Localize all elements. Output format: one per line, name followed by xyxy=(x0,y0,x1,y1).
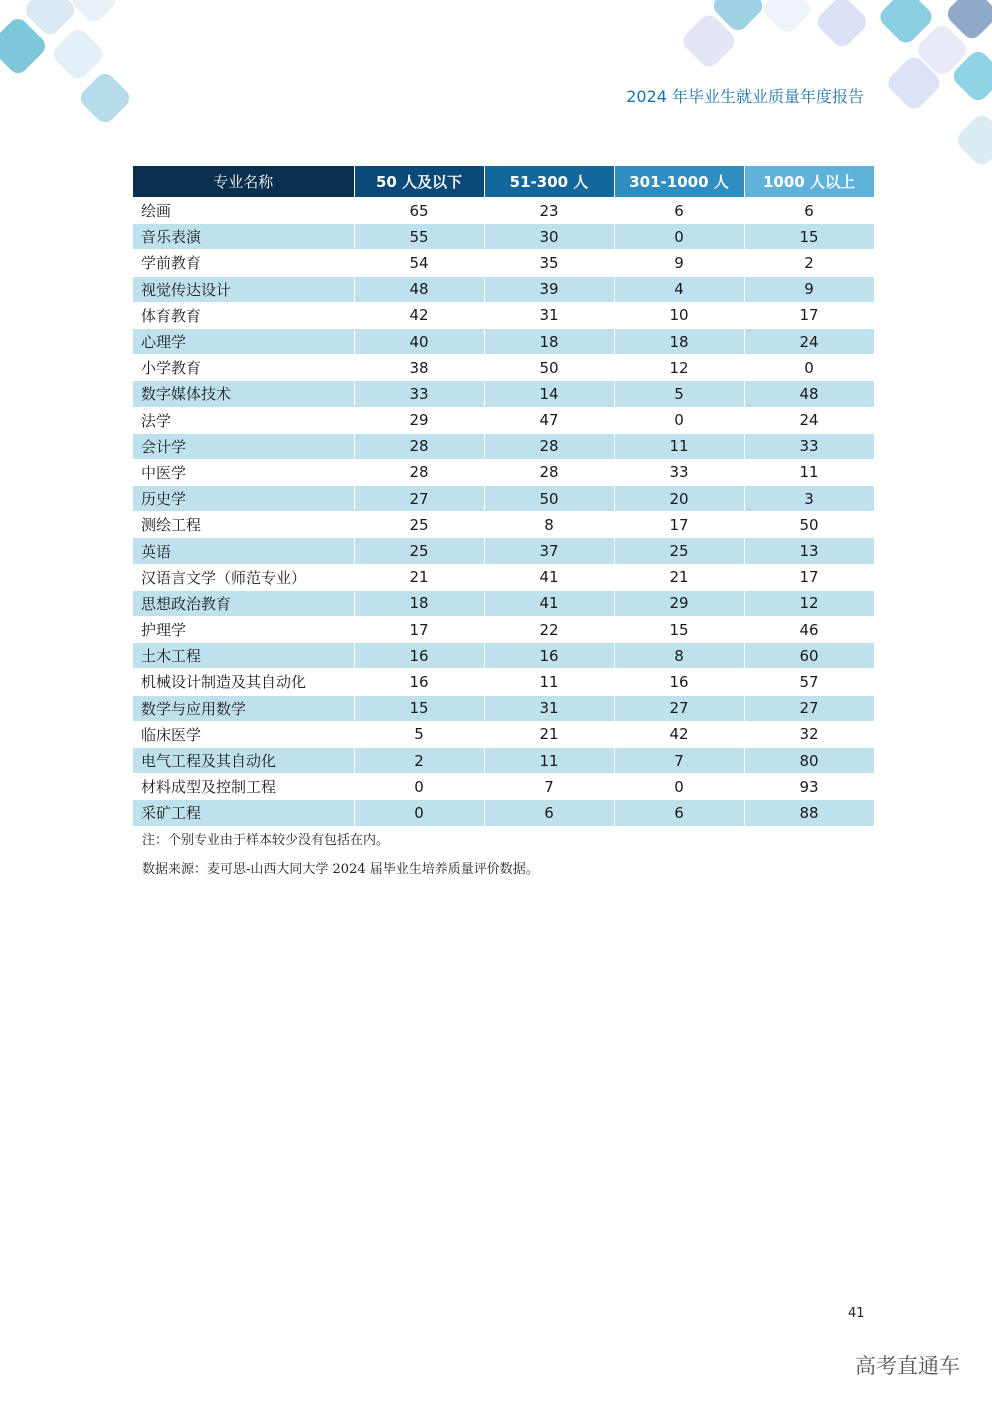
value-cell: 6 xyxy=(614,198,744,224)
value-cell: 23 xyxy=(484,198,614,224)
value-cell: 0 xyxy=(614,407,744,433)
value-cell: 9 xyxy=(614,250,744,276)
value-cell: 7 xyxy=(614,747,744,773)
value-cell: 21 xyxy=(484,721,614,747)
value-cell: 6 xyxy=(484,800,614,826)
major-name-cell: 采矿工程 xyxy=(133,800,354,826)
value-cell: 20 xyxy=(614,486,744,512)
value-cell: 33 xyxy=(614,459,744,485)
value-cell: 27 xyxy=(744,695,874,721)
value-cell: 7 xyxy=(484,774,614,800)
major-name-cell: 绘画 xyxy=(133,198,354,224)
value-cell: 8 xyxy=(614,643,744,669)
value-cell: 6 xyxy=(614,800,744,826)
value-cell: 0 xyxy=(744,355,874,381)
table-row xyxy=(133,747,874,773)
value-cell: 16 xyxy=(354,669,484,695)
value-cell: 93 xyxy=(744,774,874,800)
table-row xyxy=(133,800,874,826)
value-cell: 39 xyxy=(484,276,614,302)
table-row xyxy=(133,564,874,590)
value-cell: 5 xyxy=(614,381,744,407)
value-cell: 42 xyxy=(614,721,744,747)
value-cell: 10 xyxy=(614,302,744,328)
column-header: 301-1000 人 xyxy=(614,166,744,198)
table-row xyxy=(133,669,874,695)
table-row xyxy=(133,512,874,538)
value-cell: 50 xyxy=(484,486,614,512)
major-name-cell: 数学与应用数学 xyxy=(133,695,354,721)
page-number: 41 xyxy=(848,1306,865,1321)
value-cell: 28 xyxy=(484,459,614,485)
value-cell: 11 xyxy=(744,459,874,485)
table-row xyxy=(133,695,874,721)
value-cell: 22 xyxy=(484,617,614,643)
column-header: 1000 人以上 xyxy=(744,166,874,198)
value-cell: 25 xyxy=(354,538,484,564)
value-cell: 31 xyxy=(484,302,614,328)
value-cell: 6 xyxy=(744,198,874,224)
major-name-cell: 中医学 xyxy=(133,459,354,485)
major-name-cell: 临床医学 xyxy=(133,721,354,747)
report-title: 2024 年毕业生就业质量年度报告 xyxy=(626,87,864,106)
major-name-cell: 音乐表演 xyxy=(133,224,354,250)
value-cell: 3 xyxy=(744,486,874,512)
value-cell: 11 xyxy=(484,747,614,773)
major-name-cell: 思想政治教育 xyxy=(133,590,354,616)
table-row xyxy=(133,328,874,354)
column-header: 专业名称 xyxy=(133,166,354,198)
value-cell: 27 xyxy=(614,695,744,721)
value-cell: 55 xyxy=(354,224,484,250)
value-cell: 17 xyxy=(744,564,874,590)
value-cell: 15 xyxy=(744,224,874,250)
table-row xyxy=(133,774,874,800)
major-name-cell: 电气工程及其自动化 xyxy=(133,747,354,773)
value-cell: 2 xyxy=(354,747,484,773)
data-source: 数据来源：麦可思-山西大同大学 2024 届毕业生培养质量评价数据。 xyxy=(142,862,539,877)
table-row xyxy=(133,643,874,669)
table-row xyxy=(133,721,874,747)
value-cell: 48 xyxy=(354,276,484,302)
value-cell: 25 xyxy=(354,512,484,538)
value-cell: 17 xyxy=(744,302,874,328)
value-cell: 37 xyxy=(484,538,614,564)
value-cell: 57 xyxy=(744,669,874,695)
value-cell: 60 xyxy=(744,643,874,669)
decorative-square xyxy=(760,0,814,36)
table-row xyxy=(133,433,874,459)
major-name-cell: 土木工程 xyxy=(133,643,354,669)
value-cell: 11 xyxy=(484,669,614,695)
value-cell: 48 xyxy=(744,381,874,407)
value-cell: 32 xyxy=(744,721,874,747)
major-name-cell: 历史学 xyxy=(133,486,354,512)
value-cell: 30 xyxy=(484,224,614,250)
column-header: 51-300 人 xyxy=(484,166,614,198)
value-cell: 21 xyxy=(614,564,744,590)
value-cell: 0 xyxy=(354,774,484,800)
value-cell: 29 xyxy=(354,407,484,433)
table-row xyxy=(133,302,874,328)
table-header-row xyxy=(133,166,874,198)
value-cell: 11 xyxy=(614,433,744,459)
table-row xyxy=(133,486,874,512)
table-row xyxy=(133,250,874,276)
table-row xyxy=(133,355,874,381)
value-cell: 0 xyxy=(614,774,744,800)
major-name-cell: 护理学 xyxy=(133,617,354,643)
decorative-square xyxy=(954,112,992,169)
table-row xyxy=(133,276,874,302)
value-cell: 80 xyxy=(744,747,874,773)
decorative-square xyxy=(50,26,107,83)
value-cell: 17 xyxy=(354,617,484,643)
table-row xyxy=(133,538,874,564)
value-cell: 8 xyxy=(484,512,614,538)
value-cell: 5 xyxy=(354,721,484,747)
value-cell: 18 xyxy=(614,328,744,354)
value-cell: 28 xyxy=(354,459,484,485)
table-row xyxy=(133,198,874,224)
value-cell: 0 xyxy=(354,800,484,826)
value-cell: 16 xyxy=(484,643,614,669)
major-name-cell: 小学教育 xyxy=(133,355,354,381)
value-cell: 15 xyxy=(354,695,484,721)
value-cell: 0 xyxy=(614,224,744,250)
table-row xyxy=(133,224,874,250)
value-cell: 41 xyxy=(484,564,614,590)
value-cell: 27 xyxy=(354,486,484,512)
value-cell: 25 xyxy=(614,538,744,564)
major-name-cell: 法学 xyxy=(133,407,354,433)
value-cell: 28 xyxy=(354,433,484,459)
value-cell: 42 xyxy=(354,302,484,328)
value-cell: 18 xyxy=(484,328,614,354)
decorative-square xyxy=(69,0,120,25)
watermark-text: 高考直通车 xyxy=(855,1354,960,1378)
value-cell: 28 xyxy=(484,433,614,459)
value-cell: 35 xyxy=(484,250,614,276)
value-cell: 12 xyxy=(744,590,874,616)
major-name-cell: 学前教育 xyxy=(133,250,354,276)
value-cell: 2 xyxy=(744,250,874,276)
value-cell: 17 xyxy=(614,512,744,538)
value-cell: 46 xyxy=(744,617,874,643)
value-cell: 16 xyxy=(614,669,744,695)
table-row xyxy=(133,381,874,407)
table-row xyxy=(133,407,874,433)
value-cell: 24 xyxy=(744,407,874,433)
value-cell: 12 xyxy=(614,355,744,381)
major-name-cell: 英语 xyxy=(133,538,354,564)
value-cell: 41 xyxy=(484,590,614,616)
decorative-square xyxy=(77,70,134,127)
major-name-cell: 体育教育 xyxy=(133,302,354,328)
major-name-cell: 汉语言文学（师范专业） xyxy=(133,564,354,590)
major-distribution-table xyxy=(133,166,875,826)
value-cell: 47 xyxy=(484,407,614,433)
major-name-cell: 机械设计制造及其自动化 xyxy=(133,669,354,695)
value-cell: 31 xyxy=(484,695,614,721)
major-name-cell: 会计学 xyxy=(133,433,354,459)
value-cell: 40 xyxy=(354,328,484,354)
value-cell: 65 xyxy=(354,198,484,224)
value-cell: 21 xyxy=(354,564,484,590)
table-note: 注：个别专业由于样本较少没有包括在内。 xyxy=(142,833,390,848)
value-cell: 24 xyxy=(744,328,874,354)
value-cell: 33 xyxy=(744,433,874,459)
table-row xyxy=(133,590,874,616)
value-cell: 54 xyxy=(354,250,484,276)
major-name-cell: 测绘工程 xyxy=(133,512,354,538)
value-cell: 14 xyxy=(484,381,614,407)
value-cell: 29 xyxy=(614,590,744,616)
value-cell: 88 xyxy=(744,800,874,826)
decorative-square xyxy=(814,0,871,50)
value-cell: 15 xyxy=(614,617,744,643)
table-row xyxy=(133,617,874,643)
value-cell: 4 xyxy=(614,276,744,302)
major-name-cell: 数字媒体技术 xyxy=(133,381,354,407)
major-name-cell: 心理学 xyxy=(133,328,354,354)
value-cell: 38 xyxy=(354,355,484,381)
value-cell: 13 xyxy=(744,538,874,564)
value-cell: 18 xyxy=(354,590,484,616)
value-cell: 50 xyxy=(484,355,614,381)
value-cell: 16 xyxy=(354,643,484,669)
value-cell: 9 xyxy=(744,276,874,302)
table-row xyxy=(133,459,874,485)
value-cell: 33 xyxy=(354,381,484,407)
major-name-cell: 视觉传达设计 xyxy=(133,276,354,302)
major-name-cell: 材料成型及控制工程 xyxy=(133,774,354,800)
column-header: 50 人及以下 xyxy=(354,166,484,198)
value-cell: 50 xyxy=(744,512,874,538)
